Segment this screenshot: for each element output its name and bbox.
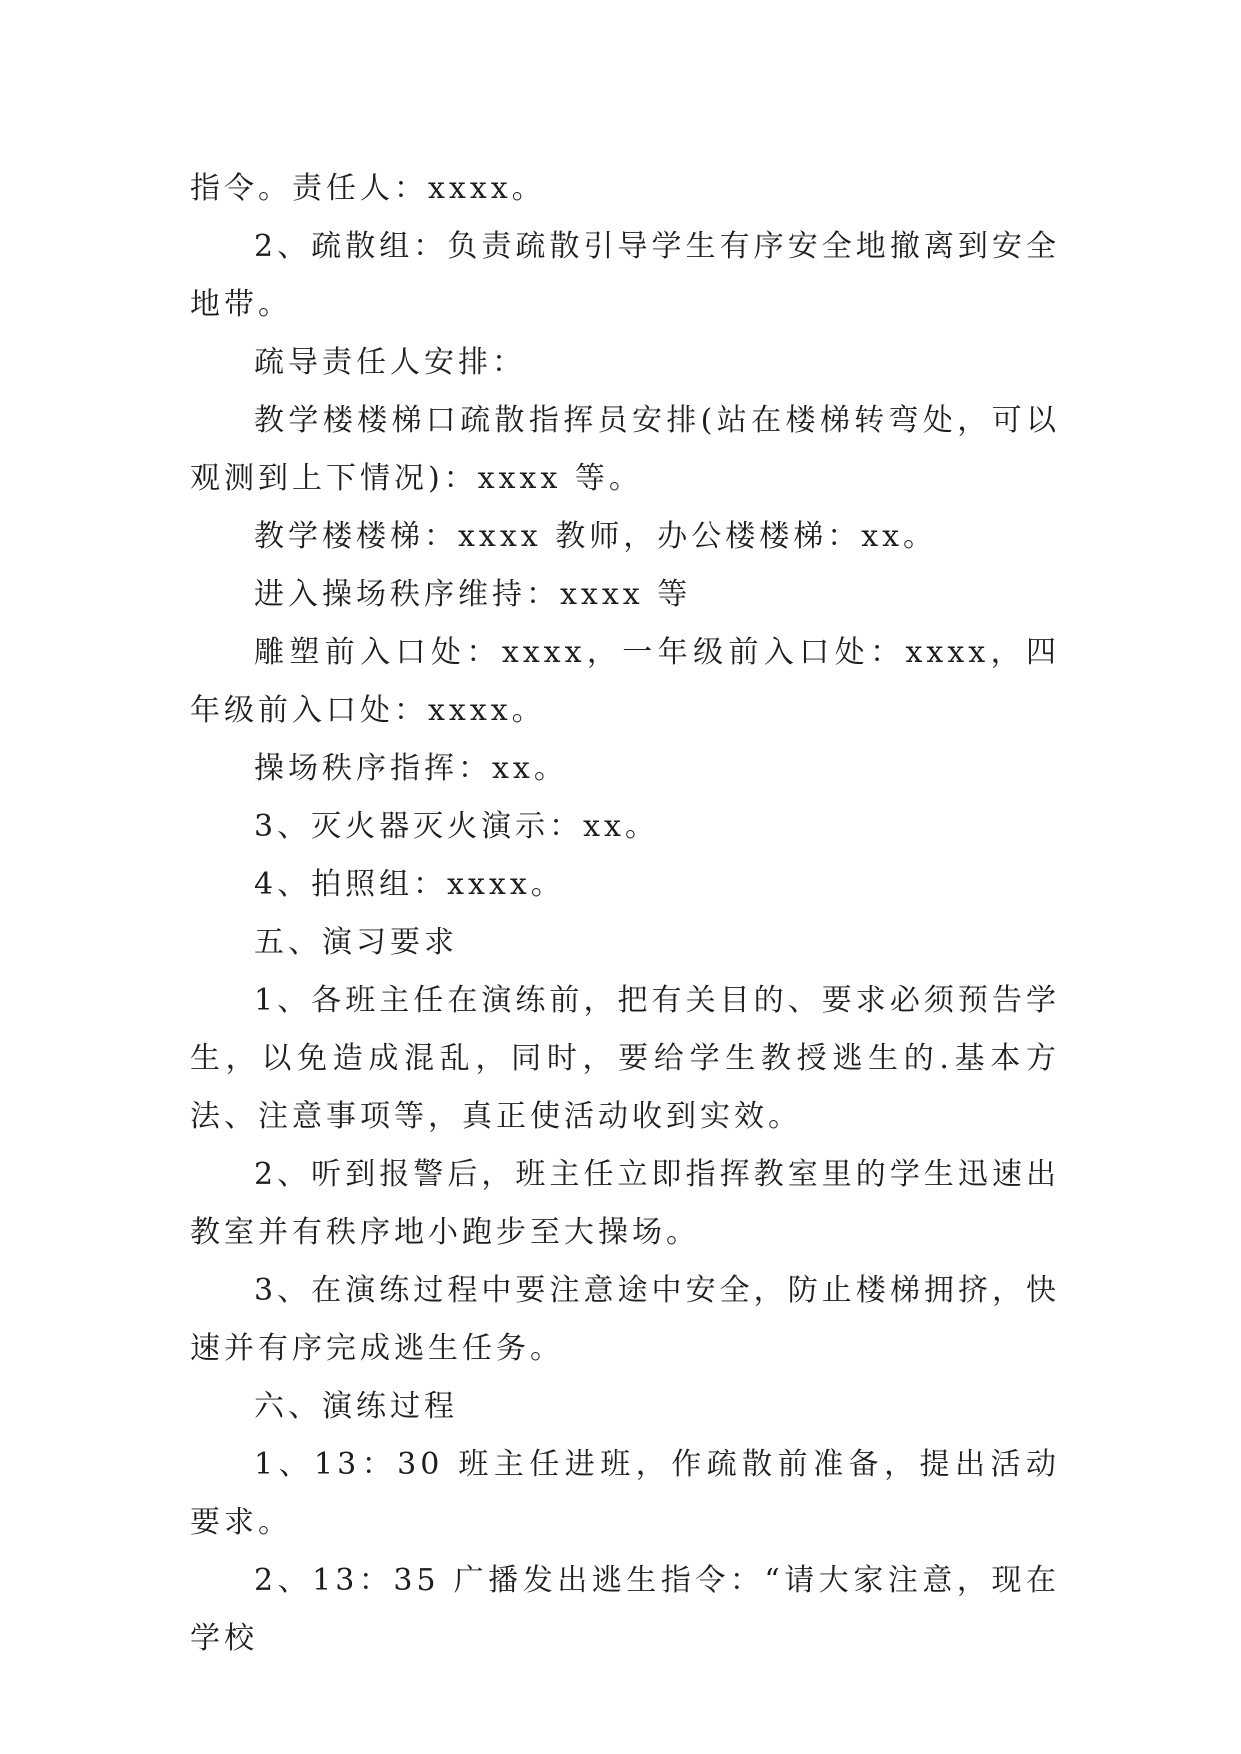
paragraph: 雕塑前入口处：xxxx，一年级前入口处：xxxx，四年级前入口处：xxxx。 xyxy=(190,635,1060,728)
paragraph: 1、13：30 班主任进班，作疏散前准备，提出活动要求。 xyxy=(190,1447,1060,1540)
paragraph: 2、13：35 广播发出逃生指令：“请大家注意，现在学校 xyxy=(190,1563,1060,1656)
paragraph: 1、各班主任在演练前，把有关目的、要求必须预告学生，以免造成混乱，同时，要给学生教授逃生的.基本方法、注意事项等，真正使活动收到实效。 xyxy=(190,983,1060,1134)
paragraph: 进入操场秩序维持：xxxx 等 xyxy=(254,577,692,612)
paragraph: 教学楼楼梯口疏散指挥员安排(站在楼梯转弯处，可以观测到上下情况)：xxxx 等。 xyxy=(190,403,1060,496)
paragraph: 指令。责任人：xxxx。 xyxy=(190,171,546,206)
paragraph: 2、疏散组：负责疏散引导学生有序安全地撤离到安全地带。 xyxy=(190,229,1060,322)
section-heading: 五、演习要求 xyxy=(254,925,458,960)
paragraph: 4、拍照组：xxxx。 xyxy=(254,867,565,902)
paragraph: 2、听到报警后，班主任立即指挥教室里的学生迅速出教室并有秩序地小跑步至大操场。 xyxy=(190,1157,1060,1250)
paragraph: 疏导责任人安排： xyxy=(254,345,526,380)
paragraph: 3、在演练过程中要注意途中安全，防止楼梯拥挤，快速并有序完成逃生任务。 xyxy=(190,1273,1060,1366)
paragraph: 操场秩序指挥：xx。 xyxy=(254,751,568,786)
section-heading: 六、演练过程 xyxy=(254,1389,458,1424)
paragraph: 3、灭火器灭火演示：xx。 xyxy=(254,809,659,844)
document-body xyxy=(190,160,1060,1668)
paragraph: 教学楼楼梯：xxxx 教师，办公楼楼梯：xx。 xyxy=(254,519,938,554)
